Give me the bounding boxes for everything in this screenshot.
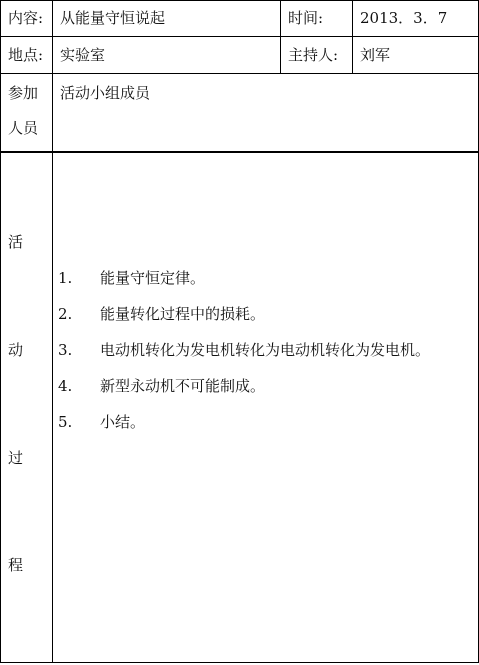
content-label: 内容: [8,9,44,27]
row-divider-1 [0,36,479,37]
list-item-number: 3. [58,341,73,359]
time-column-divider [280,0,281,74]
activity-label-char: 过 [8,449,24,467]
content-value: 从能量守恒说起 [60,9,166,27]
place-label: 地点: [8,46,44,64]
list-item-number: 1. [58,269,73,287]
host-value: 刘军 [360,46,391,64]
list-item-text: 电动机转化为发电机转化为电动机转化为发电机。 [100,341,431,359]
activity-label-char: 活 [8,233,24,251]
list-item-number: 2. [58,305,73,323]
table-border-top [0,0,479,1]
list-item-text: 能量守恒定律。 [100,269,206,287]
participants-label-line2: 人员 [8,119,39,137]
list-item [58,412,145,432]
list-item-text: 新型永动机不可能制成。 [100,377,266,395]
row-divider-2 [0,73,479,74]
label-column-divider [52,0,53,663]
time-label: 时间: [288,9,324,27]
list-item-text: 能量转化过程中的损耗。 [100,305,266,323]
table-border-left [0,0,1,663]
activity-label-char: 动 [8,341,24,359]
activity-label-char: 程 [8,556,24,574]
list-item-number: 5. [58,413,73,431]
list-item [58,268,205,288]
list-item [58,340,430,360]
participants-value: 活动小组成员 [60,84,151,102]
table-border-bottom [0,662,479,663]
list-item [58,376,265,396]
place-value: 实验室 [60,46,106,64]
time-value-divider [352,0,353,74]
host-label: 主持人: [288,46,339,64]
list-item-text: 小结。 [100,413,146,431]
row-divider-3 [0,151,479,153]
list-item [58,304,265,324]
time-value: 2013．3．7 [360,9,448,27]
list-item-number: 4. [58,377,73,395]
participants-label-line1: 参加 [8,84,39,102]
